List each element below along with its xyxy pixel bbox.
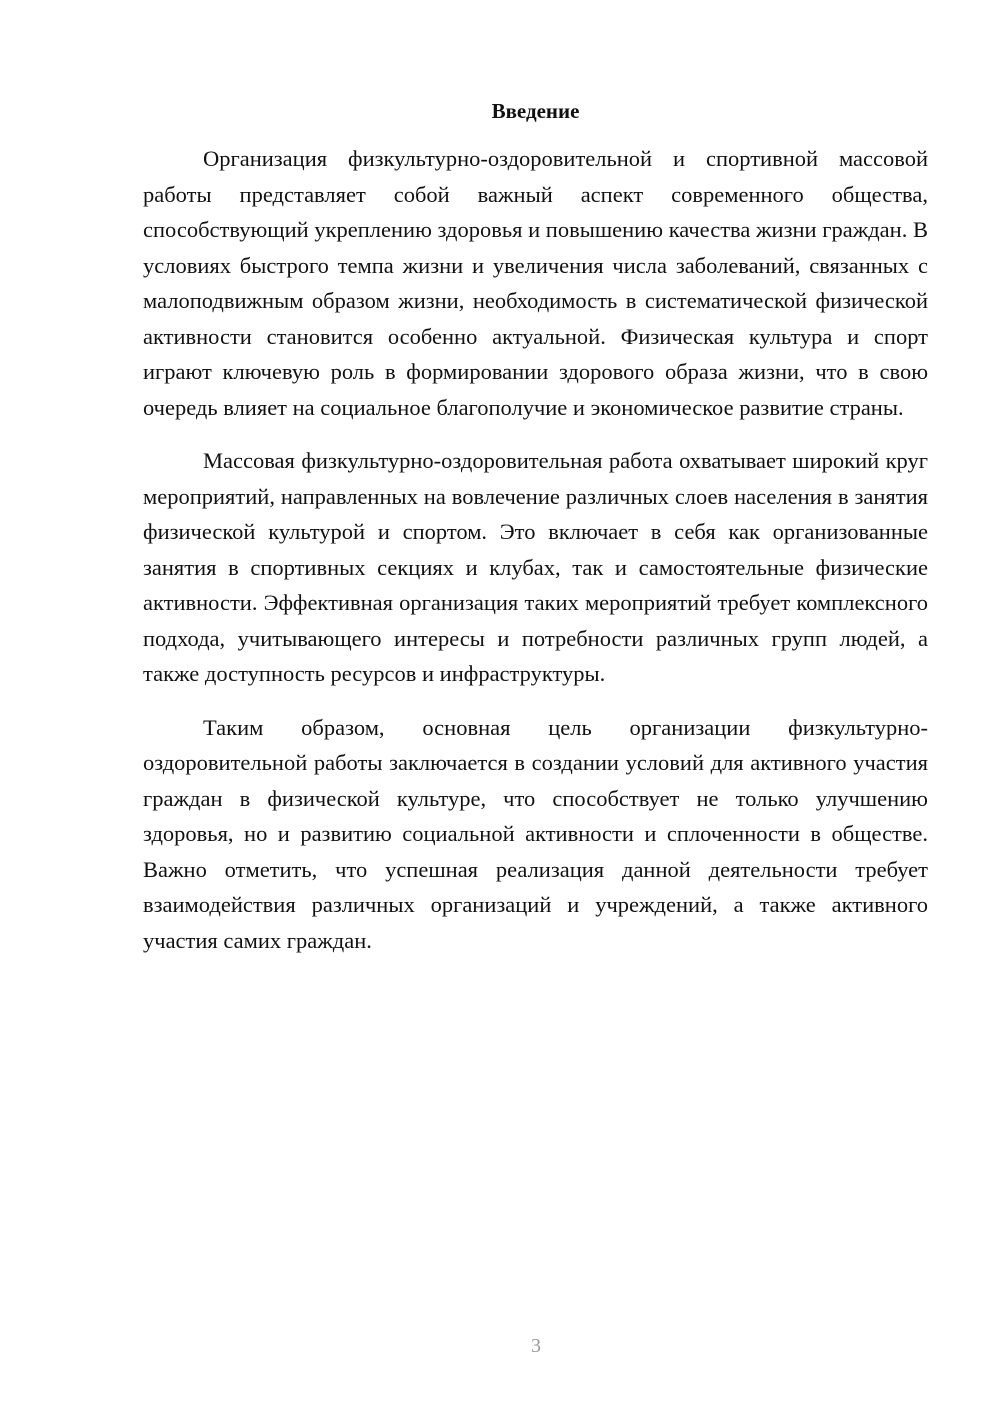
body-text — [143, 141, 928, 976]
paragraph-2: Массовая физкультурно-оздоровительная работа охватывает широкий круг мероприятий, направленных на вовлечение различных слоев населения в занятия физической культурой и спортом. Это включает в себя как организованные занятия в спортивных секциях и клубах, так и самостоятельные физические активности. Эффективная организация таких мероприятий требует комплексного подхода, учитывающего интересы и потребности различных групп людей, а также доступность ресурсов и инфраструктуры. — [143, 448, 928, 686]
paragraph-1: Организация физкультурно-оздоровительной и спортивной массовой работы представляет собой важный аспект современного общества, способствующий укреплению здоровья и повышению качества жизни граждан. В условиях быстрого темпа жизни и увеличения числа заболеваний, связанных с малоподвижным образом жизни, необходимость в систематической физической активности становится особенно актуальной. Физическая культура и спорт играют ключевую роль в формировании здорового образа жизни, что в свою очередь влияет на социальное благополучие и экономическое развитие страны. — [143, 146, 928, 420]
paragraph-3: Таким образом, основная цель организации физкультурно-оздоровительной работы заключается в создании условий для активного участия граждан в физической культуре, что способствует не только улучшению здоровья, но и развитию социальной активности и сплоченности в обществе. Важно отметить, что успешная реализация данной деятельности требует взаимодействия различных организаций и учреждений, а также активного участия самих граждан. — [143, 714, 928, 953]
page-number: 3 — [531, 1335, 541, 1357]
section-heading: Введение — [491, 99, 580, 123]
